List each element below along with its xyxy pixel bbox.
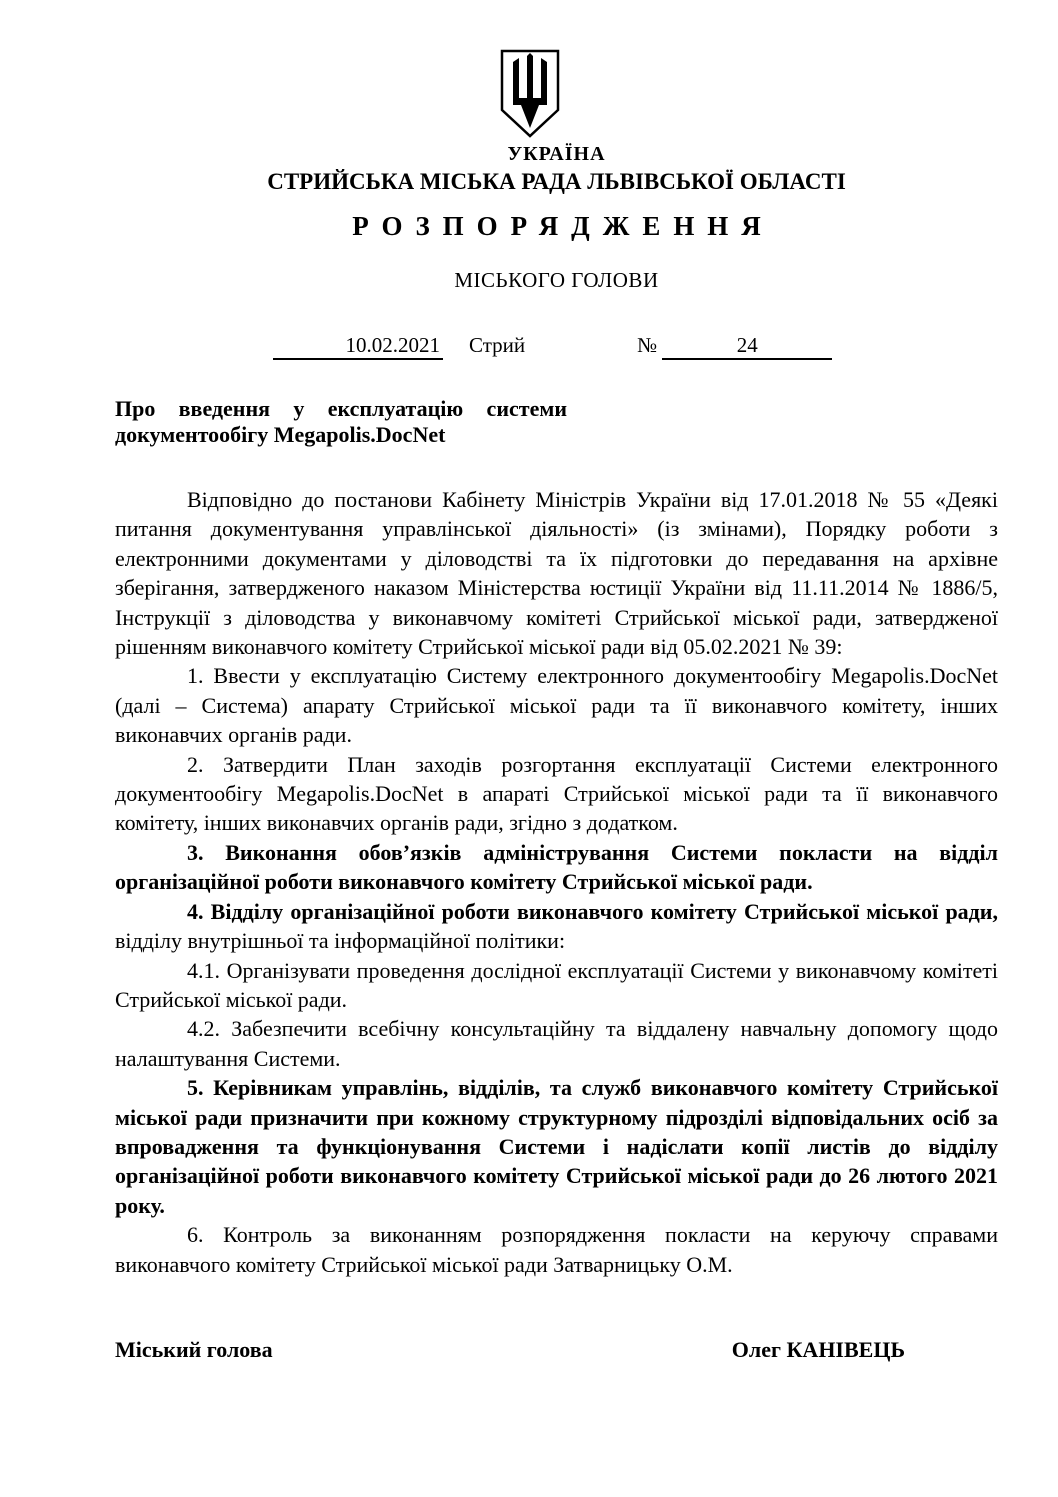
place-label: Стрий [469, 333, 526, 357]
number-sign: № [637, 333, 658, 357]
document-body [115, 485, 998, 1279]
body-paragraph-item-4-2: 4.2. Забезпечити всебічну консультаційну та віддалену навчальну допомогу щодо налаштування Системи. [115, 1016, 998, 1071]
body-paragraph-item-4 [115, 897, 998, 956]
document-subtype: МІСЬКОГО ГОЛОВИ [454, 268, 659, 292]
signature-title: Міський голова [115, 1336, 273, 1362]
signature-row [115, 1337, 998, 1363]
body-paragraph-item-2: 2. Затвердити План заходів розгортання експлуатації Системи електронного документообігу Megapolis.DocNet в апараті Стрийської міської ради та її виконавчого комітету, інших виконавчих органів ради, згідно з додатком. [115, 751, 998, 836]
requisites-row [115, 333, 998, 360]
body-paragraph-item-6: 6. Контроль за виконанням розпорядження покласти на керуючу справами виконавчого комітету Стрийської міської ради Затварницьку О.М. [115, 1222, 998, 1277]
document-type-title: РОЗПОРЯДЖЕННЯ [352, 211, 774, 241]
council-name: СТРИЙСЬКА МІСЬКА РАДА ЛЬВІВСЬКОЇ ОБЛАСТІ [267, 169, 846, 194]
body-paragraph-item-1: 1. Ввести у експлуатацію Систему електронного документообігу Megapolis.DocNet (далі – Система) апарату Стрийської міської ради та її виконавчого комітету, інших виконавчих органів ради. [115, 663, 998, 748]
country-name: УКРАЇНА [507, 143, 606, 165]
paragraph-bold-segment: 4. Відділу організаційної роботи виконавчого комітету Стрийської міської ради, [187, 898, 998, 924]
ukraine-tryzub-shield-icon [499, 48, 561, 140]
date-field: 10.02.2021 [273, 333, 443, 360]
document-subject: Про введення у експлуатацію системи документообігу Megapolis.DocNet [115, 396, 567, 447]
body-paragraph-item-3: 3. Виконання обов’язків адміністрування Системи покласти на відділ організаційної роботи виконавчого комітету Стрийської міської ради. [115, 839, 998, 895]
paragraph-regular-segment: відділу внутрішньої та інформаційної політики: [115, 928, 566, 954]
body-paragraph-preamble: Відповідно до постанови Кабінету Міністрів України від 17.01.2018 № 55 «Деякі питання документування управлінської діяльності» (із змінами), Порядку роботи з електронними документами у діловодстві та їх підготовки до передавання на архівне зберігання, затвердженого наказом Міністерства юстиції України від 11.11.2014 № 1886/5, Інструкції з діловодства у виконавчому комітеті Стрийської міської ради, затвердженої рішенням виконавчого комітету Стрийської міської ради від 05.02.2021 № 39: [115, 487, 998, 660]
signature-name: Олег КАНІВЕЦЬ [731, 1336, 905, 1362]
number-field: 24 [662, 333, 832, 360]
body-paragraph-item-5: 5. Керівникам управлінь, відділів, та служб виконавчого комітету Стрийської міської ради призначити при кожному структурному підрозділі відповідальних осіб за впровадження та функціонування Системи і надіслати копії листів до відділу організаційної роботи виконавчого комітету Стрийської міської ради до 26 лютого 2021 року. [115, 1075, 998, 1218]
body-paragraph-item-4-1: 4.1. Організувати проведення дослідної експлуатації Системи у виконавчому комітеті Стрийської міської ради. [115, 957, 998, 1012]
